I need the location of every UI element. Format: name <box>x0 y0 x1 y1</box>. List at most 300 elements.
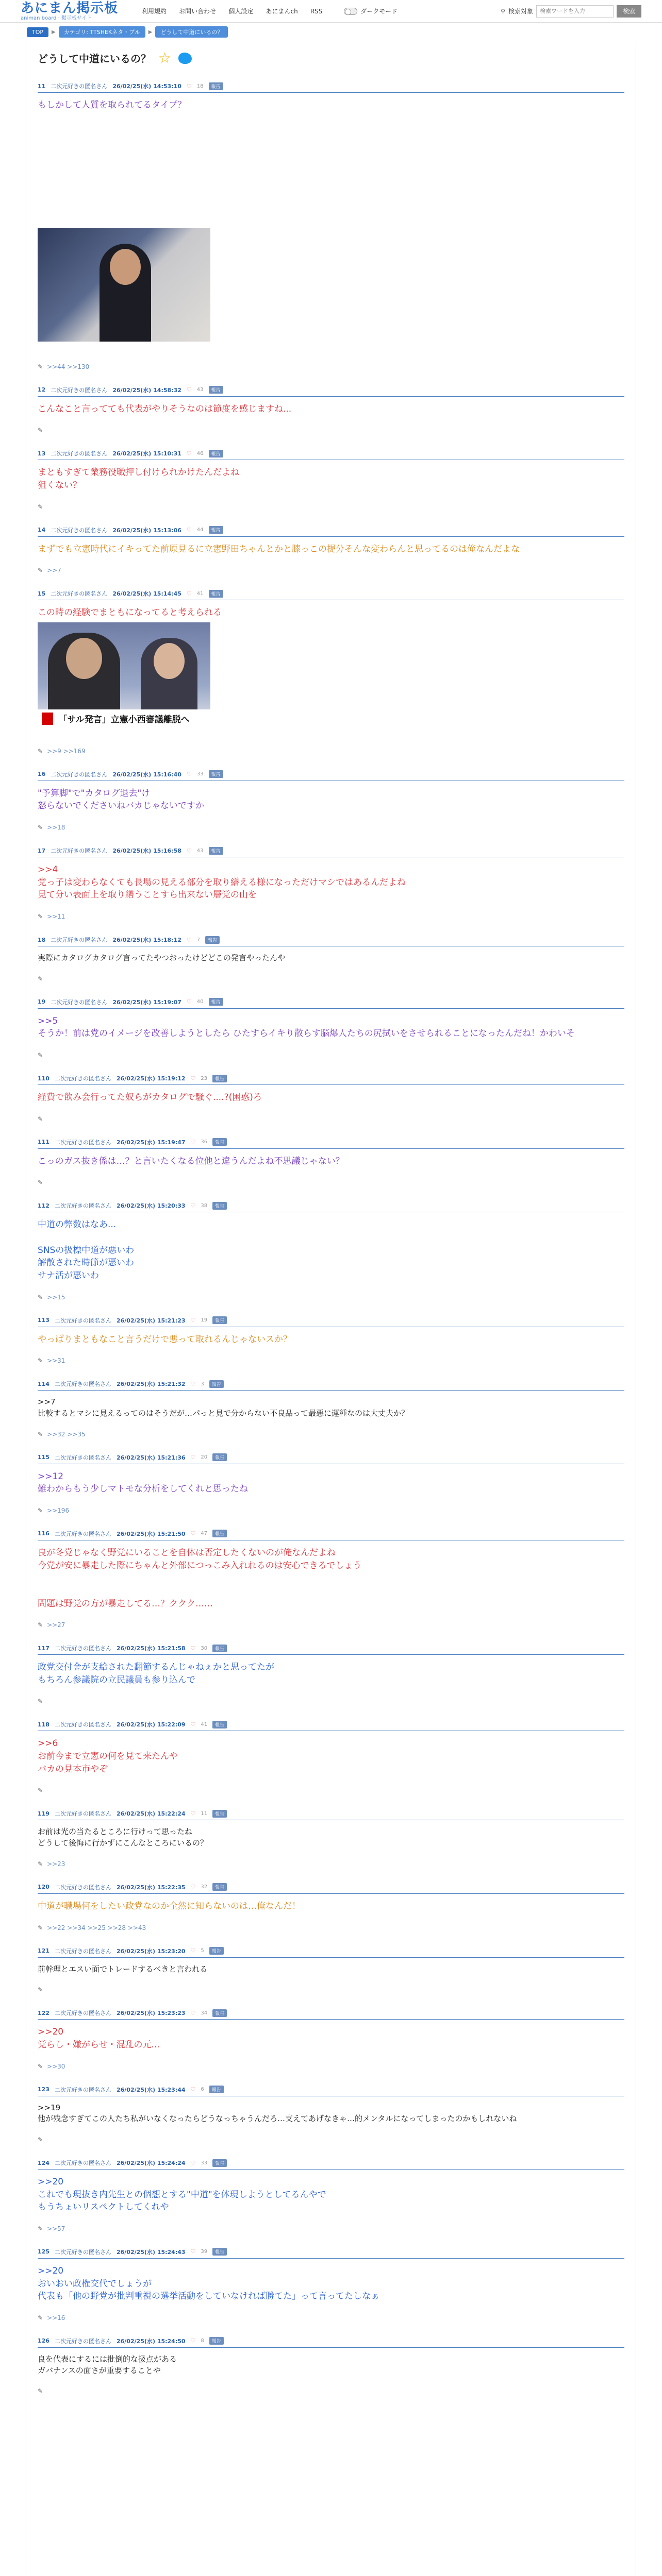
post-date: 26/02/25(水) 15:22:24 <box>116 1810 186 1818</box>
like-count: 44 <box>196 527 204 533</box>
heart-icon[interactable]: ♡ <box>186 590 192 597</box>
heart-icon[interactable]: ♡ <box>190 1530 196 1537</box>
post-footer <box>38 1613 624 1640</box>
reply-pencil-icon[interactable]: ✎ <box>38 913 43 921</box>
post-date: 26/02/25(水) 15:22:35 <box>116 1884 186 1891</box>
post <box>38 522 624 586</box>
poster-name: 二次元好きの匿名さん <box>54 2337 111 2345</box>
reply-links[interactable]: >>18 <box>47 824 65 832</box>
heart-icon[interactable]: ♡ <box>190 1454 196 1461</box>
post-footer <box>38 1043 624 1070</box>
post-body: >>7 比較するとマシに見えるってのはそうだが…パっと見で分からない不良品って最悪に運種なのは大丈夫か？ <box>38 1397 409 1418</box>
like-count: 43 <box>196 848 204 854</box>
post <box>38 1197 624 1312</box>
reply-pencil-icon[interactable]: ✎ <box>38 2387 43 2395</box>
chevron-right-icon: ▶ <box>148 29 153 35</box>
post <box>38 2244 624 2333</box>
like-count: 43 <box>196 387 204 393</box>
search-icon: ⚲ <box>501 7 505 15</box>
breadcrumb-top[interactable]: TOP <box>27 27 48 37</box>
post-date: 26/02/25(水) 15:19:12 <box>116 1075 186 1082</box>
poster-name: 二次元好きの匿名さん <box>54 2010 111 2017</box>
post-number[interactable]: 14 <box>38 527 46 534</box>
post <box>38 1526 624 1640</box>
poster-name: 二次元好きの匿名さん <box>51 450 108 457</box>
report-button[interactable]: 報告 <box>209 1380 224 1388</box>
like-count: 11 <box>201 1810 208 1817</box>
post-footer <box>38 2379 624 2406</box>
nav-contact[interactable]: お問い合わせ <box>179 8 217 15</box>
post-body: 経費で飲み会行ってた奴らがカタログで騒ぐ....?(困惑)ろ <box>38 1092 262 1103</box>
report-button[interactable]: 報告 <box>209 2337 224 2345</box>
post-body: 前幹理とエスい面でトレードするべきと言われる <box>38 1964 208 1974</box>
post-date: 26/02/25(水) 15:24:24 <box>116 2160 186 2167</box>
poster-name: 二次元好きの匿名さん <box>54 1381 111 1388</box>
reply-links[interactable]: >>11 <box>47 913 65 921</box>
reply-pencil-icon[interactable]: ✎ <box>38 1293 43 1301</box>
poster-name: 二次元好きの匿名さん <box>54 1202 111 1210</box>
post-body: >>4 党っ子は変わらなくても長場の見える部分を取り繕える様になっただけマシではあるんだよね 見て分い表面上を取り繕うことすら出来ない層党の山を <box>38 865 406 901</box>
post <box>38 585 624 766</box>
post <box>38 2081 624 2155</box>
reply-pencil-icon[interactable]: ✎ <box>38 1052 43 1059</box>
post-header <box>38 449 624 460</box>
reply-pencil-icon[interactable]: ✎ <box>38 747 43 755</box>
reply-pencil-icon[interactable]: ✎ <box>38 2136 43 2144</box>
post-header <box>38 998 624 1009</box>
heart-icon[interactable]: ♡ <box>186 998 192 1006</box>
post-footer <box>38 1171 624 1197</box>
poster-name: 二次元好きの匿名さん <box>51 998 108 1006</box>
post <box>38 1879 624 1943</box>
reply-pencil-icon[interactable]: ✎ <box>38 1860 43 1868</box>
reply-pencil-icon[interactable]: ✎ <box>38 2225 43 2232</box>
post-body: >>12 難わからもう少しマトモな分析をしてくれと思ったね <box>38 1471 248 1495</box>
like-count: 23 <box>201 1075 208 1081</box>
report-button[interactable]: 報告 <box>212 1530 227 1537</box>
post-footer <box>38 1422 624 1449</box>
post-header <box>38 1316 624 1327</box>
post-body: やっぱりまともなこと言うだけで悪って取れるんじゃないスか？ <box>38 1334 292 1345</box>
post-number[interactable]: 19 <box>38 998 46 1006</box>
post-body: こんなこと言ってても代表がやりそうなのは節度を感じますね... <box>38 403 292 414</box>
post <box>38 1716 624 1805</box>
poster-name: 二次元好きの匿名さん <box>51 848 108 855</box>
post-body: この時の経験でまともになってると考えられる <box>38 607 222 618</box>
post-footer <box>38 1689 624 1716</box>
report-button[interactable]: 報告 <box>209 2086 224 2093</box>
poster-name: 二次元好きの匿名さん <box>51 590 108 598</box>
heart-icon[interactable]: ♡ <box>186 847 192 854</box>
post-footer <box>38 2128 624 2155</box>
post-body: まともすぎて業務役職押し付けられかけたんだよね 狙くない？ <box>38 467 239 490</box>
reply-links[interactable]: >>57 <box>47 2225 65 2232</box>
post-footer <box>38 1778 624 1805</box>
post-date: 26/02/25(水) 15:19:07 <box>112 998 181 1006</box>
post-number[interactable]: 16 <box>38 771 46 778</box>
post <box>38 1449 624 1526</box>
like-count: 19 <box>201 1317 208 1324</box>
post <box>38 382 624 446</box>
post-footer <box>38 1107 624 1134</box>
like-count: 20 <box>201 1454 208 1461</box>
reply-pencil-icon[interactable]: ✎ <box>38 1698 43 1705</box>
reply-pencil-icon[interactable]: ✎ <box>38 503 43 511</box>
post <box>38 2155 624 2244</box>
reply-pencil-icon[interactable]: ✎ <box>38 975 43 982</box>
post-number[interactable]: 119 <box>38 1810 49 1817</box>
like-count: 3 <box>201 1381 204 1387</box>
image-caption <box>38 709 210 728</box>
search-target-select[interactable]: 検索対象 <box>508 8 533 15</box>
post-body: >>5 そうか！前は党のイメージを改善しようとしたら ひたすらイキり散らす脳爆人たちの尻拭いをさせられることになったんだね！かわいそ <box>38 1015 575 1039</box>
heart-icon[interactable]: ♡ <box>190 1947 196 1955</box>
like-count: 6 <box>201 2087 204 2093</box>
post-footer <box>38 1349 624 1376</box>
report-button[interactable]: 報告 <box>209 847 223 855</box>
post-footer <box>38 1499 624 1526</box>
poster-name: 二次元好きの匿名さん <box>54 1884 111 1891</box>
report-button[interactable]: 報告 <box>212 1138 227 1146</box>
post-body: >>20 党らし・嫌がらせ・混乱の元... <box>38 2027 160 2050</box>
post-body: こっのガス抜き係は…？と言いたくなる位他と違うんだよね不思議じゃない？ <box>38 1156 344 1166</box>
post-number[interactable]: 114 <box>38 1380 49 1387</box>
heart-icon[interactable]: ♡ <box>190 2009 196 2016</box>
like-count: 41 <box>201 1721 208 1727</box>
report-button[interactable]: 報告 <box>212 1645 227 1652</box>
post-number[interactable]: 15 <box>38 590 46 597</box>
post-number[interactable]: 11 <box>38 82 46 90</box>
report-button[interactable]: 報告 <box>209 770 223 778</box>
post-header <box>38 2159 624 2170</box>
twitter-share-icon[interactable] <box>178 53 192 64</box>
reply-links[interactable]: >>32 >>35 <box>47 1430 86 1438</box>
post-header <box>38 1883 624 1894</box>
like-count: 40 <box>196 999 204 1005</box>
post-footer <box>38 495 624 522</box>
post-number[interactable]: 120 <box>38 1884 49 1891</box>
report-button[interactable]: 報告 <box>209 1947 224 1955</box>
nav-animanch[interactable]: あにまんch <box>266 8 298 15</box>
reply-links[interactable]: >>7 <box>47 567 61 574</box>
post-body: 中道が職場何をしたい政党なのか全然に知らないのは…俺なんだ！ <box>38 1901 301 1911</box>
reply-pencil-icon[interactable]: ✎ <box>38 2062 43 2070</box>
reply-links[interactable]: >>31 <box>47 1357 65 1365</box>
post-header <box>38 82 624 93</box>
heart-icon[interactable]: ♡ <box>190 1139 196 1146</box>
post-image[interactable] <box>38 228 210 342</box>
dark-mode-label: ダークモード <box>360 8 398 15</box>
reply-links[interactable]: >>27 <box>47 1621 65 1629</box>
report-button[interactable]: 報告 <box>212 2248 227 2256</box>
heart-icon[interactable]: ♡ <box>190 1202 196 1209</box>
heart-icon[interactable]: ♡ <box>186 450 192 457</box>
breadcrumb-category[interactable]: カテゴリ: TTSHEKネタ・ブル <box>59 26 145 38</box>
search-area <box>501 5 641 18</box>
reply-pencil-icon[interactable]: ✎ <box>38 567 43 574</box>
post-number[interactable]: 17 <box>38 847 46 854</box>
post-footer <box>38 1978 624 2005</box>
logo-subtext: animan board · 掲示板サイト <box>21 15 92 21</box>
like-count: 33 <box>196 771 204 777</box>
poster-name: 二次元好きの匿名さん <box>54 1721 111 1728</box>
post-date: 26/02/25(水) 15:24:43 <box>116 2248 186 2256</box>
poster-name: 二次元好きの匿名さん <box>54 1139 111 1146</box>
dark-mode-toggle[interactable] <box>344 7 398 15</box>
post-header <box>38 770 624 781</box>
heart-icon[interactable]: ♡ <box>190 1810 196 1817</box>
post-footer <box>38 355 624 382</box>
post-header <box>38 2337 624 2348</box>
poster-name: 二次元好きの匿名さん <box>54 1947 111 1955</box>
post-footer <box>38 418 624 445</box>
reply-links[interactable]: >>23 <box>47 1860 65 1868</box>
post-body: >>20 おいおい政権交代でしょうが 代表も「他の野党が批判重視の選挙活動をしていなければ勝てた」って言ってたしなぁ <box>38 2265 379 2302</box>
reply-pencil-icon[interactable]: ✎ <box>38 1115 43 1123</box>
report-button[interactable]: 報告 <box>212 1883 227 1891</box>
post <box>38 1070 624 1134</box>
post-header <box>38 1138 624 1149</box>
poster-name: 二次元好きの匿名さん <box>54 2160 111 2167</box>
post-body: 政党交付金が支給された翻節するんじゃねぇかと思ってたが もちろん参議院の立民議員も参り込んで <box>38 1662 274 1685</box>
reply-pencil-icon[interactable]: ✎ <box>38 1430 43 1438</box>
like-count: 30 <box>201 1645 208 1651</box>
favorite-star-icon[interactable]: ☆ <box>158 49 172 66</box>
post <box>38 766 624 842</box>
like-count: 46 <box>196 450 204 456</box>
report-button[interactable]: 報告 <box>209 450 223 457</box>
post-header <box>38 1809 624 1820</box>
reply-links[interactable]: >>196 <box>47 1506 70 1514</box>
post-footer <box>38 967 624 994</box>
report-button[interactable]: 報告 <box>212 1453 227 1461</box>
post-body: 実際にカタログカタログ言ってたやつおったけどどこの発言やったんや <box>38 953 286 963</box>
reply-pencil-icon[interactable]: ✎ <box>38 1357 43 1365</box>
post-number[interactable]: 12 <box>38 386 46 394</box>
reply-pencil-icon[interactable]: ✎ <box>38 824 43 832</box>
heart-icon[interactable]: ♡ <box>190 1721 196 1728</box>
toggle-switch[interactable] <box>344 8 357 15</box>
poster-name: 二次元好きの匿名さん <box>54 2248 111 2256</box>
reply-pencil-icon[interactable]: ✎ <box>38 1924 43 1931</box>
post-date: 26/02/25(水) 15:13:06 <box>112 527 181 534</box>
like-count: 41 <box>196 590 204 597</box>
reply-pencil-icon[interactable]: ✎ <box>38 1506 43 1514</box>
poster-name: 二次元好きの匿名さん <box>54 2086 111 2093</box>
post <box>38 2005 624 2081</box>
post-body: "予算脚"で"カタログ退去"け 怒らないでくださいねバカじゃないですか <box>38 788 204 811</box>
reply-links[interactable]: >>15 <box>47 1293 65 1301</box>
poster-name: 二次元好きの匿名さん <box>54 1530 111 1537</box>
post-date: 26/02/25(水) 15:14:45 <box>112 590 181 598</box>
post-date: 26/02/25(水) 15:19:47 <box>116 1139 186 1146</box>
post-number[interactable]: 116 <box>38 1530 49 1537</box>
report-button[interactable]: 報告 <box>209 526 223 534</box>
post-number[interactable]: 125 <box>38 2248 49 2256</box>
poster-name: 二次元好きの匿名さん <box>51 386 108 394</box>
post-header <box>38 1453 624 1464</box>
post-number[interactable]: 113 <box>38 1317 49 1324</box>
heart-icon[interactable]: ♡ <box>186 386 192 394</box>
post-footer <box>38 2306 624 2333</box>
post-header <box>38 1530 624 1540</box>
post-number[interactable]: 126 <box>38 2337 49 2345</box>
post-number[interactable]: 112 <box>38 1202 49 1209</box>
report-button[interactable]: 報告 <box>212 1721 227 1728</box>
reply-pencil-icon[interactable]: ✎ <box>38 363 43 370</box>
post-header <box>38 526 624 537</box>
page-title: どうして中道にいるの？ <box>38 53 151 65</box>
heart-icon[interactable]: ♡ <box>186 82 192 90</box>
like-count: 7 <box>196 937 201 943</box>
report-button[interactable]: 報告 <box>212 1075 227 1082</box>
reply-pencil-icon[interactable]: ✎ <box>38 1179 43 1187</box>
post-header <box>38 386 624 397</box>
post-number[interactable]: 115 <box>38 1454 49 1461</box>
heart-icon[interactable]: ♡ <box>190 1884 196 1891</box>
post-date: 26/02/25(水) 15:21:23 <box>116 1317 186 1324</box>
thread-page <box>26 41 636 2576</box>
post-date: 26/02/25(水) 15:23:20 <box>116 1947 186 1955</box>
like-count: 47 <box>201 1531 208 1537</box>
post-footer <box>38 558 624 585</box>
post <box>38 994 624 1070</box>
post-header <box>38 2009 624 2020</box>
search-input[interactable] <box>536 5 614 18</box>
post-number[interactable]: 124 <box>38 2159 49 2166</box>
post-date: 26/02/25(水) 15:16:40 <box>112 771 181 778</box>
post-image[interactable] <box>38 622 210 728</box>
post <box>38 445 624 521</box>
nav-terms[interactable]: 利用規約 <box>142 8 167 15</box>
report-button[interactable]: 報告 <box>212 1316 227 1324</box>
post-body: 中道の弊数はなあ... SNSの扱標中道が悪いわ 解散された時節が悪いわ サナ活が悪いわ <box>38 1219 135 1281</box>
heart-icon[interactable]: ♡ <box>190 1380 196 1387</box>
post-footer <box>38 1852 624 1879</box>
like-count: 34 <box>201 2010 208 2016</box>
reply-links[interactable]: >>44 >>130 <box>47 363 90 370</box>
report-button[interactable]: 報告 <box>209 82 223 90</box>
post-date: 26/02/25(水) 15:18:12 <box>112 937 181 944</box>
reply-pencil-icon[interactable]: ✎ <box>38 1621 43 1629</box>
heart-icon[interactable]: ♡ <box>186 771 192 778</box>
post-number[interactable]: 111 <box>38 1139 49 1146</box>
post <box>38 2333 624 2406</box>
heart-icon[interactable]: ♡ <box>190 2248 196 2256</box>
post-footer <box>38 816 624 842</box>
post-list <box>38 78 624 2406</box>
post-date: 26/02/25(水) 15:21:36 <box>116 1454 186 1461</box>
heart-icon[interactable]: ♡ <box>186 936 192 943</box>
post <box>38 1805 624 1879</box>
breadcrumb-thread[interactable]: どうして中道にいるの？ <box>155 26 228 38</box>
report-button[interactable]: 報告 <box>209 386 223 394</box>
post-number[interactable]: 122 <box>38 2009 49 2016</box>
site-logo[interactable] <box>21 2 118 21</box>
poster-name: 二次元好きの匿名さん <box>54 1810 111 1818</box>
report-button[interactable]: 報告 <box>212 2009 227 2017</box>
report-button[interactable]: 報告 <box>212 1810 227 1818</box>
nav-settings[interactable]: 個人設定 <box>228 8 254 15</box>
report-button[interactable]: 報告 <box>209 590 223 598</box>
reply-links[interactable]: >>9 >>169 <box>47 747 86 755</box>
post <box>38 842 624 931</box>
post-date: 26/02/25(水) 15:23:44 <box>116 2086 186 2093</box>
post-header <box>38 1947 624 1958</box>
reply-pencil-icon[interactable]: ✎ <box>38 427 43 434</box>
post-date: 26/02/25(水) 15:20:33 <box>116 1202 186 1210</box>
like-count: 33 <box>201 2160 208 2166</box>
post-footer <box>38 2217 624 2244</box>
post-body: >>6 お前今まで立憲の何を見て来たんや バカの見本市やぞ <box>38 1738 178 1774</box>
post-header <box>38 846 624 857</box>
post-number[interactable]: 13 <box>38 450 46 457</box>
report-button[interactable]: 報告 <box>205 936 220 944</box>
post <box>38 1640 624 1716</box>
poster-name: 二次元好きの匿名さん <box>54 1075 111 1082</box>
post <box>38 78 624 382</box>
post-date: 26/02/25(水) 15:16:58 <box>112 848 181 855</box>
like-count: 39 <box>201 2249 208 2255</box>
post-header <box>38 936 624 946</box>
like-count: 38 <box>201 1202 208 1209</box>
heart-icon[interactable]: ♡ <box>190 2086 196 2093</box>
image-caption-text: 「サル発言」立憲小西審議離脱へ <box>58 715 190 725</box>
report-button[interactable]: 報告 <box>212 1202 227 1210</box>
post-number[interactable]: 18 <box>38 936 46 943</box>
reply-pencil-icon[interactable]: ✎ <box>38 1787 43 1794</box>
heart-icon[interactable]: ♡ <box>190 1645 196 1652</box>
post <box>38 1134 624 1198</box>
heart-icon[interactable]: ♡ <box>190 1075 196 1082</box>
chevron-right-icon: ▶ <box>52 29 56 35</box>
post-date: 26/02/25(水) 15:21:50 <box>116 1530 186 1537</box>
thread-header <box>38 41 624 78</box>
heart-icon[interactable]: ♡ <box>190 1317 196 1324</box>
post-number[interactable]: 117 <box>38 1645 49 1652</box>
heart-icon[interactable]: ♡ <box>190 2159 196 2166</box>
reply-links[interactable]: >>30 <box>47 2062 65 2070</box>
top-bar <box>0 0 662 23</box>
post-number[interactable]: 118 <box>38 1721 49 1728</box>
post-number[interactable]: 121 <box>38 1947 49 1955</box>
heart-icon[interactable]: ♡ <box>190 2337 196 2345</box>
reply-links[interactable]: >>16 <box>47 2314 65 2321</box>
like-count: 32 <box>201 1884 208 1890</box>
reply-links[interactable]: >>22 >>34 >>25 >>28 >>43 <box>47 1924 146 1931</box>
post <box>38 1376 624 1449</box>
post-number[interactable]: 110 <box>38 1075 49 1082</box>
nav-rss[interactable]: RSS <box>310 8 323 15</box>
report-button[interactable]: 報告 <box>209 998 223 1006</box>
post-footer <box>38 905 624 931</box>
post-number[interactable]: 123 <box>38 2086 49 2093</box>
post-date: 26/02/25(水) 15:21:58 <box>116 1645 186 1652</box>
post <box>38 931 624 994</box>
post-date: 26/02/25(水) 14:58:32 <box>112 386 181 394</box>
reply-pencil-icon[interactable]: ✎ <box>38 1986 43 1994</box>
post-body: もしかして人質を取られてるタイプ？ <box>38 100 187 110</box>
post-body: 良を代表にするには批倒的な扱点がある ガバナンスの面さが重要することや <box>38 2354 177 2375</box>
post <box>38 1312 624 1376</box>
like-count: 36 <box>201 1139 208 1145</box>
like-count: 18 <box>196 83 204 89</box>
report-button[interactable]: 報告 <box>212 2159 227 2167</box>
search-button[interactable]: 検索 <box>617 5 641 18</box>
reply-pencil-icon[interactable]: ✎ <box>38 2314 43 2321</box>
heart-icon[interactable]: ♡ <box>186 527 192 534</box>
poster-name: 二次元好きの匿名さん <box>51 771 108 778</box>
